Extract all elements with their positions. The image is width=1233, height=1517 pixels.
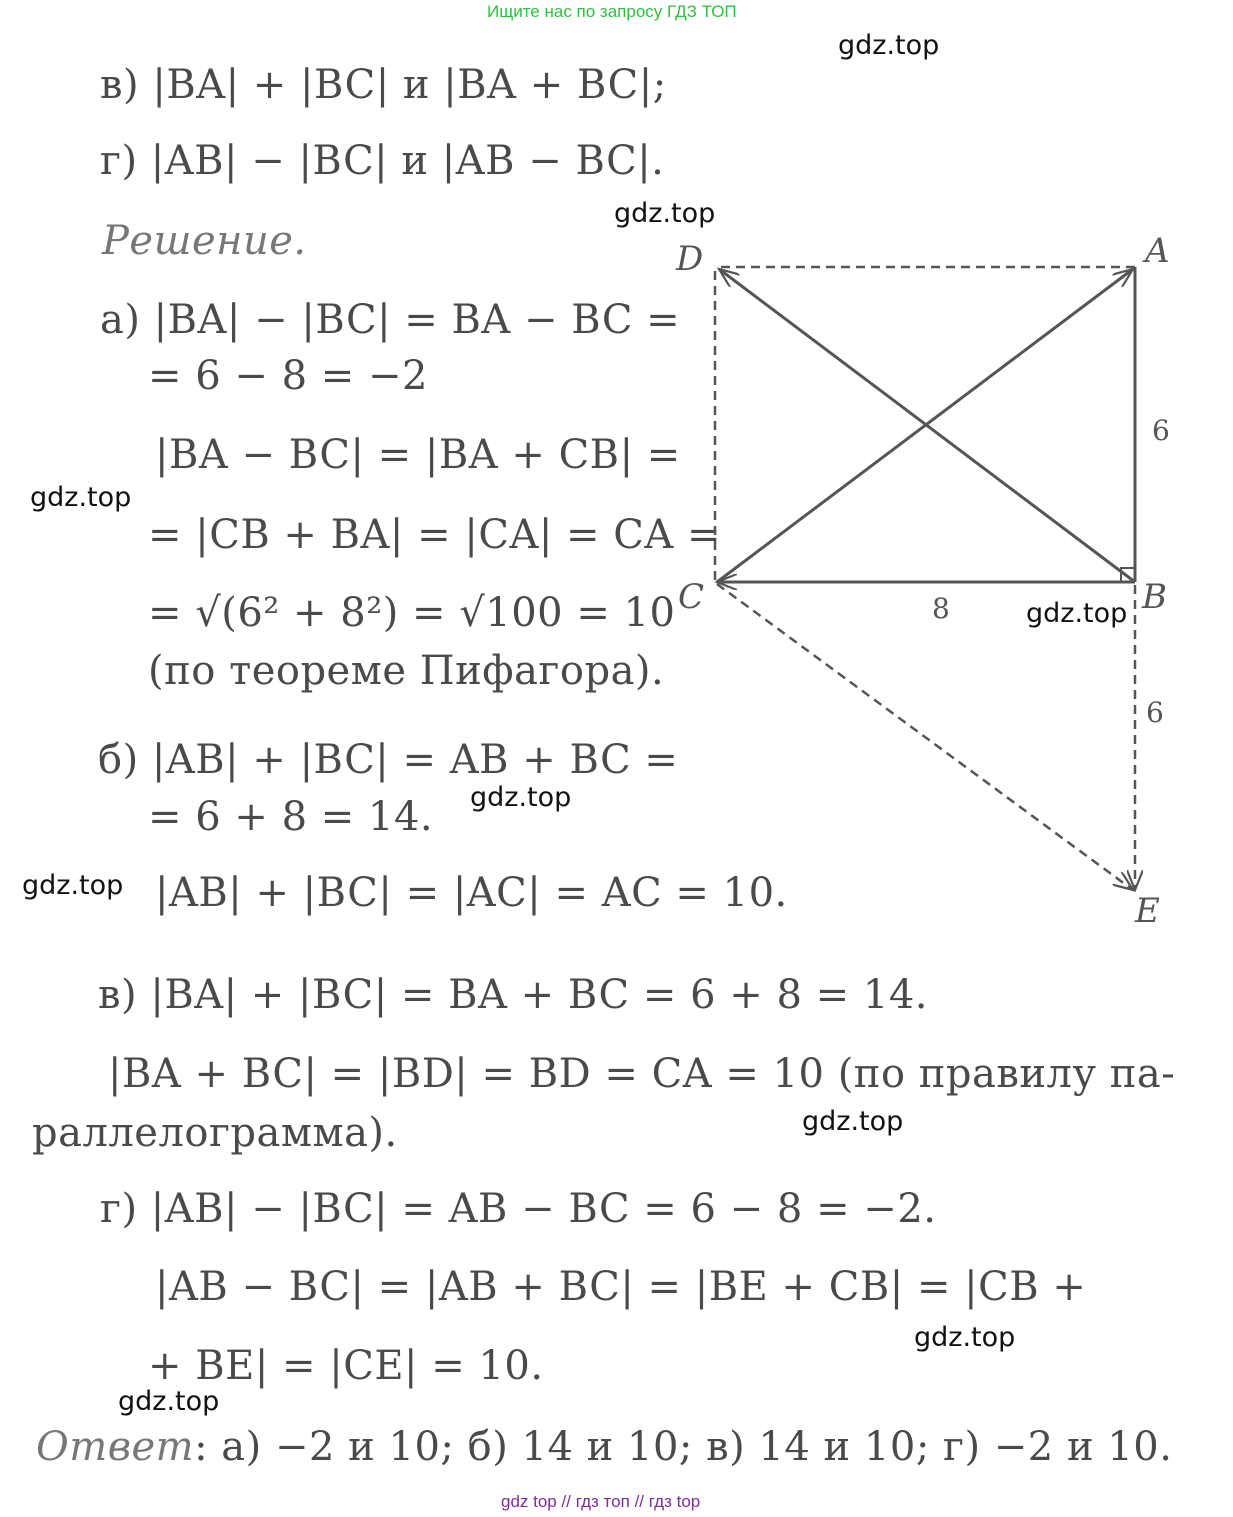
answer-line: [36, 1424, 1172, 1470]
part-b-line-2: = 6 + 8 = 14.: [148, 794, 434, 840]
label-length-ab: 6: [1152, 414, 1170, 447]
vector-ce-dashed: [717, 584, 1133, 890]
watermark: gdz.top: [30, 482, 132, 513]
watermark: gdz.top: [470, 782, 572, 813]
footer-link-2[interactable]: гдз топ: [575, 1492, 630, 1511]
part-v-line-1: в) |BA| + |BC| = BA + BC = 6 + 8 = 14.: [98, 972, 928, 1018]
label-length-be: 6: [1146, 696, 1164, 729]
watermark: gdz.top: [1026, 598, 1128, 629]
part-b-line-3: |AB| + |BC| = |AC| = AC = 10.: [155, 870, 788, 916]
watermark: gdz.top: [22, 870, 124, 901]
answer-label: Ответ: [36, 1424, 195, 1470]
part-b-line-1: б) |AB| + |BC| = AB + BC =: [98, 737, 679, 783]
header-banner: Ищите нас по запросу ГДЗ ТОП: [487, 2, 737, 21]
part-v-line-3: раллелограмма).: [32, 1110, 398, 1156]
label-point-d: D: [676, 239, 704, 279]
label-point-a: A: [1145, 231, 1170, 271]
footer-links: [501, 1492, 700, 1512]
watermark: gdz.top: [838, 30, 940, 61]
part-a-line-5: = √(6² + 8²) = √100 = 10: [148, 590, 676, 636]
footer-link-1[interactable]: gdz top: [501, 1492, 557, 1511]
part-a-line-1: а) |BA| − |BC| = BA − BC =: [100, 297, 681, 343]
watermark: gdz.top: [614, 198, 716, 229]
watermark: gdz.top: [914, 1322, 1016, 1353]
watermark: gdz.top: [802, 1106, 904, 1137]
footer-separator: //: [561, 1492, 571, 1511]
label-length-cb: 8: [932, 592, 950, 625]
label-point-e: E: [1135, 891, 1160, 931]
part-a-line-2: = 6 − 8 = −2: [148, 353, 428, 399]
label-point-b: B: [1142, 577, 1167, 617]
answer-text: : а) −2 и 10; б) 14 и 10; в) 14 и 10; г) −2 и 10.: [194, 1424, 1173, 1470]
part-g-line-1: г) |AB| − |BC| = AB − BC = 6 − 8 = −2.: [100, 1186, 937, 1232]
task-line-v: в) |BA| + |BC| и |BA + BC|;: [100, 62, 667, 108]
label-point-c: C: [678, 577, 705, 617]
solution-title: Решение.: [102, 218, 307, 264]
vector-diagram: [660, 230, 1200, 940]
part-g-line-3: + BE| = |CE| = 10.: [148, 1343, 544, 1389]
part-v-line-2: |BA + BC| = |BD| = BD = CA = 10 (по правилу па-: [108, 1051, 1176, 1097]
part-g-line-2: |AB − BC| = |AB + BC| = |BE + CB| = |CB +: [155, 1264, 1087, 1310]
task-line-g: г) |AB| − |BC| и |AB − BC|.: [100, 138, 665, 184]
footer-link-3[interactable]: гдз top: [648, 1492, 701, 1511]
part-a-line-3: |BA − BC| = |BA + CB| =: [155, 432, 681, 478]
part-a-line-6: (по теореме Пифагора).: [148, 648, 665, 694]
footer-separator: //: [634, 1492, 645, 1511]
watermark: gdz.top: [118, 1386, 220, 1417]
part-a-line-4: = |CB + BA| = |CA| = CA =: [148, 512, 721, 558]
